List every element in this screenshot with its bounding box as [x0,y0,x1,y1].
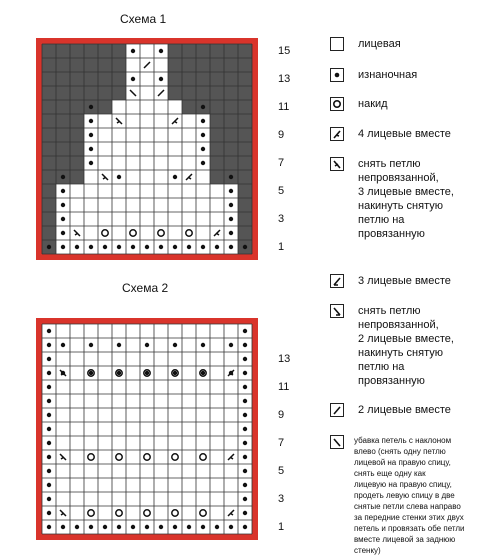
shaded-cell [210,100,224,114]
shaded-cell [238,44,252,58]
purl-stitch [47,455,51,459]
purl-stitch [201,133,205,137]
purl-stitch [47,413,51,417]
row-number: 1 [278,521,285,533]
legend-purl [330,68,417,82]
shaded-cell [56,86,70,100]
shaded-cell [196,86,210,100]
shaded-cell [112,72,126,86]
shaded-cell [196,44,210,58]
purl-stitch [89,133,93,137]
shaded-cell [98,58,112,72]
shaded-cell [210,44,224,58]
purl-stitch [117,525,121,529]
shaded-cell [70,156,84,170]
purl-stitch [159,525,163,529]
grid-background [42,324,252,534]
row-number: 11 [278,381,290,393]
shaded-cell [42,72,56,86]
shaded-cell [70,142,84,156]
shaded-cell [42,100,56,114]
shaded-cell [224,114,238,128]
row-number: 5 [278,465,285,477]
shaded-cell [56,114,70,128]
purl-stitch [159,77,163,81]
purl-stitch [61,231,65,235]
purl-stitch [201,343,205,347]
purl-stitch [89,161,93,165]
purl-stitch [47,245,51,249]
legend-k4tog [330,127,451,141]
shaded-cell [182,86,196,100]
shaded-cell [42,184,56,198]
shaded-cell [238,100,252,114]
purl-stitch [117,343,121,347]
purl-stitch [173,343,177,347]
purl-stitch [229,203,233,207]
purl-stitch [215,245,219,249]
purl-stitch [243,371,247,375]
shaded-cell [70,44,84,58]
shaded-cell [210,128,224,142]
shaded-cell [98,72,112,86]
purl-stitch [61,217,65,221]
shaded-cell [98,100,112,114]
scheme2-grid [36,318,258,540]
shaded-cell [112,86,126,100]
purl-stitch [89,525,93,529]
shaded-cell [224,86,238,100]
purl-stitch [89,105,93,109]
purl-stitch [61,189,65,193]
purl-stitch [243,245,247,249]
purl-stitch [47,497,51,501]
purl-stitch [243,343,247,347]
purl-stitch [201,525,205,529]
shaded-cell [210,86,224,100]
shaded-cell [168,72,182,86]
purl-stitch [61,203,65,207]
purl-stitch [229,231,233,235]
purl-stitch [47,441,51,445]
purl-stitch [47,469,51,473]
purl-stitch [117,371,121,375]
purl-stitch [47,511,51,515]
shaded-cell [70,128,84,142]
shaded-cell [112,44,126,58]
shaded-cell [224,142,238,156]
purl-stitch [89,245,93,249]
scheme1-grid [36,38,258,260]
purl-stitch [61,245,65,249]
shaded-cell [196,58,210,72]
purl-stitch [47,427,51,431]
shaded-cell [168,58,182,72]
legend-ssk-text: убавка петель с наклоном влево (снять одну петлю лицевой на правую спицу, снять еще одну как лицевую на правую спицу, продеть левую спицу в две снятые петли слева направо за передние стенки этих двух петель и провязать обе петли вместе лицевой за заднюю стенку) [354,436,465,555]
row-number: 7 [278,157,285,169]
shaded-cell [42,86,56,100]
shaded-cell [56,128,70,142]
purl-stitch [75,245,79,249]
shaded-cell [70,86,84,100]
purl-stitch [201,371,205,375]
row-number: 13 [278,73,291,85]
shaded-cell [42,198,56,212]
purl-stitch [117,245,121,249]
purl-stitch [89,371,93,375]
purl-stitch [173,245,177,249]
shaded-cell [210,156,224,170]
purl-stitch [145,371,149,375]
purl-stitch [229,189,233,193]
shaded-cell [196,72,210,86]
legend-k2tog-text: 2 лицевые вместе [358,404,451,416]
shaded-cell [238,142,252,156]
purl-stitch [103,245,107,249]
legend-knit [330,37,401,51]
purl-stitch [47,525,51,529]
shaded-cell [224,72,238,86]
shaded-cell [56,142,70,156]
shaded-cell [238,184,252,198]
purl-stitch [103,525,107,529]
purl-stitch [243,413,247,417]
scheme1-title: Схема 1 [120,12,167,26]
purl-stitch [215,525,219,529]
legend-yarnover [330,97,388,111]
legend-knit-text: лицевая [358,38,401,50]
purl-stitch [229,217,233,221]
shaded-cell [238,198,252,212]
purl-stitch [187,525,191,529]
shaded-cell [56,58,70,72]
shaded-cell [98,86,112,100]
shaded-cell [42,128,56,142]
legend-k3tog [330,274,451,288]
shaded-cell [70,72,84,86]
purl-stitch [243,455,247,459]
purl-stitch [117,175,121,179]
purl-stitch [131,77,135,81]
purl-stitch [243,469,247,473]
purl-stitch [47,483,51,487]
purl-stitch [47,399,51,403]
purl-stitch [187,245,191,249]
sk3p-symbol-icon [330,157,344,171]
purl-symbol-icon [330,68,344,82]
shaded-cell [210,114,224,128]
shaded-cell [42,226,56,240]
shaded-cell [42,114,56,128]
shaded-cell [182,58,196,72]
shaded-cell [70,100,84,114]
row-number: 3 [278,493,285,505]
shaded-cell [84,72,98,86]
row-number: 3 [278,213,285,225]
purl-stitch [243,497,247,501]
purl-stitch [89,343,93,347]
legend-purl-text: изнаночная [358,69,418,81]
shaded-cell [56,44,70,58]
purl-stitch [243,427,247,431]
shaded-cell [42,142,56,156]
shaded-cell [238,58,252,72]
shaded-cell [238,170,252,184]
row-number: 9 [278,129,285,141]
purl-stitch [229,175,233,179]
shaded-cell [182,44,196,58]
purl-stitch [229,525,233,529]
purl-stitch [243,511,247,515]
shaded-cell [210,170,224,184]
k2tog-symbol-icon [330,403,344,417]
purl-stitch [243,483,247,487]
legend-k3tog-text: 3 лицевые вместе [358,275,451,287]
legend-k2tog [330,403,451,417]
purl-stitch [229,343,233,347]
legend-sk3p [330,157,454,241]
shaded-cell [112,58,126,72]
shaded-cell [70,170,84,184]
purl-stitch [243,329,247,333]
shaded-cell [98,44,112,58]
shaded-cell [224,156,238,170]
purl-stitch [173,525,177,529]
purl-stitch [145,343,149,347]
shaded-cell [238,212,252,226]
shaded-cell [84,44,98,58]
row-number: 9 [278,409,285,421]
purl-stitch [61,525,65,529]
purl-stitch [47,343,51,347]
purl-stitch [89,119,93,123]
purl-stitch [61,175,65,179]
purl-stitch [201,161,205,165]
shaded-cell [42,212,56,226]
shaded-cell [210,142,224,156]
row-number: 11 [278,101,290,113]
purl-stitch [173,175,177,179]
shaded-cell [224,44,238,58]
shaded-cell [224,100,238,114]
purl-stitch [47,371,51,375]
row-number: 5 [278,185,285,197]
legend-sk2p [330,304,454,388]
ssk-symbol-icon [330,435,344,449]
shaded-cell [210,72,224,86]
knit-symbol-icon [330,37,344,51]
shaded-cell [238,156,252,170]
purl-stitch [201,119,205,123]
purl-stitch [243,357,247,361]
shaded-cell [56,100,70,114]
sk2p-symbol-icon [330,304,344,318]
purl-stitch [201,245,205,249]
legend-sk3p-text: снять петлю непровязанной, 3 лицевые вместе, накинуть снятую петлю на провязанную [358,158,454,240]
legend-k4tog-text: 4 лицевые вместе [358,128,451,140]
shaded-cell [56,72,70,86]
purl-stitch [47,329,51,333]
shaded-cell [42,44,56,58]
k3tog-symbol-icon [330,274,344,288]
shaded-cell [238,86,252,100]
shaded-cell [168,44,182,58]
purl-stitch [243,441,247,445]
shaded-cell [84,86,98,100]
purl-stitch [61,343,65,347]
legend-sk2p-text: снять петлю непровязанной, 2 лицевые вместе, накинуть снятую петлю на провязанную [358,305,454,387]
scheme2-title: Схема 2 [122,281,169,295]
purl-stitch [159,49,163,53]
purl-stitch [131,245,135,249]
shaded-cell [84,58,98,72]
legend-ssk [330,435,465,556]
row-number: 13 [278,353,291,365]
purl-stitch [159,245,163,249]
shaded-cell [70,114,84,128]
purl-stitch [173,371,177,375]
shaded-cell [182,72,196,86]
shaded-cell [210,58,224,72]
shaded-cell [224,128,238,142]
shaded-cell [182,100,196,114]
shaded-cell [238,114,252,128]
purl-stitch [201,105,205,109]
purl-stitch [201,147,205,151]
legend-yarnover-text: накид [358,98,388,110]
purl-stitch [47,357,51,361]
purl-stitch [243,525,247,529]
shaded-cell [238,226,252,240]
row-number: 7 [278,437,285,449]
purl-stitch [145,525,149,529]
purl-stitch [89,147,93,151]
shaded-cell [42,156,56,170]
purl-stitch [243,399,247,403]
shaded-cell [70,58,84,72]
shaded-cell [238,128,252,142]
purl-stitch [243,385,247,389]
row-number: 15 [278,45,291,57]
shaded-cell [56,156,70,170]
shaded-cell [168,86,182,100]
purl-stitch [47,385,51,389]
purl-stitch [75,525,79,529]
shaded-cell [42,170,56,184]
purl-stitch [145,245,149,249]
purl-stitch [131,525,135,529]
purl-stitch [131,49,135,53]
shaded-cell [224,58,238,72]
row-number: 1 [278,241,285,253]
k4tog-symbol-icon [330,127,344,141]
shaded-cell [42,58,56,72]
shaded-cell [238,72,252,86]
purl-stitch [229,245,233,249]
yarnover-symbol-icon [330,97,344,111]
